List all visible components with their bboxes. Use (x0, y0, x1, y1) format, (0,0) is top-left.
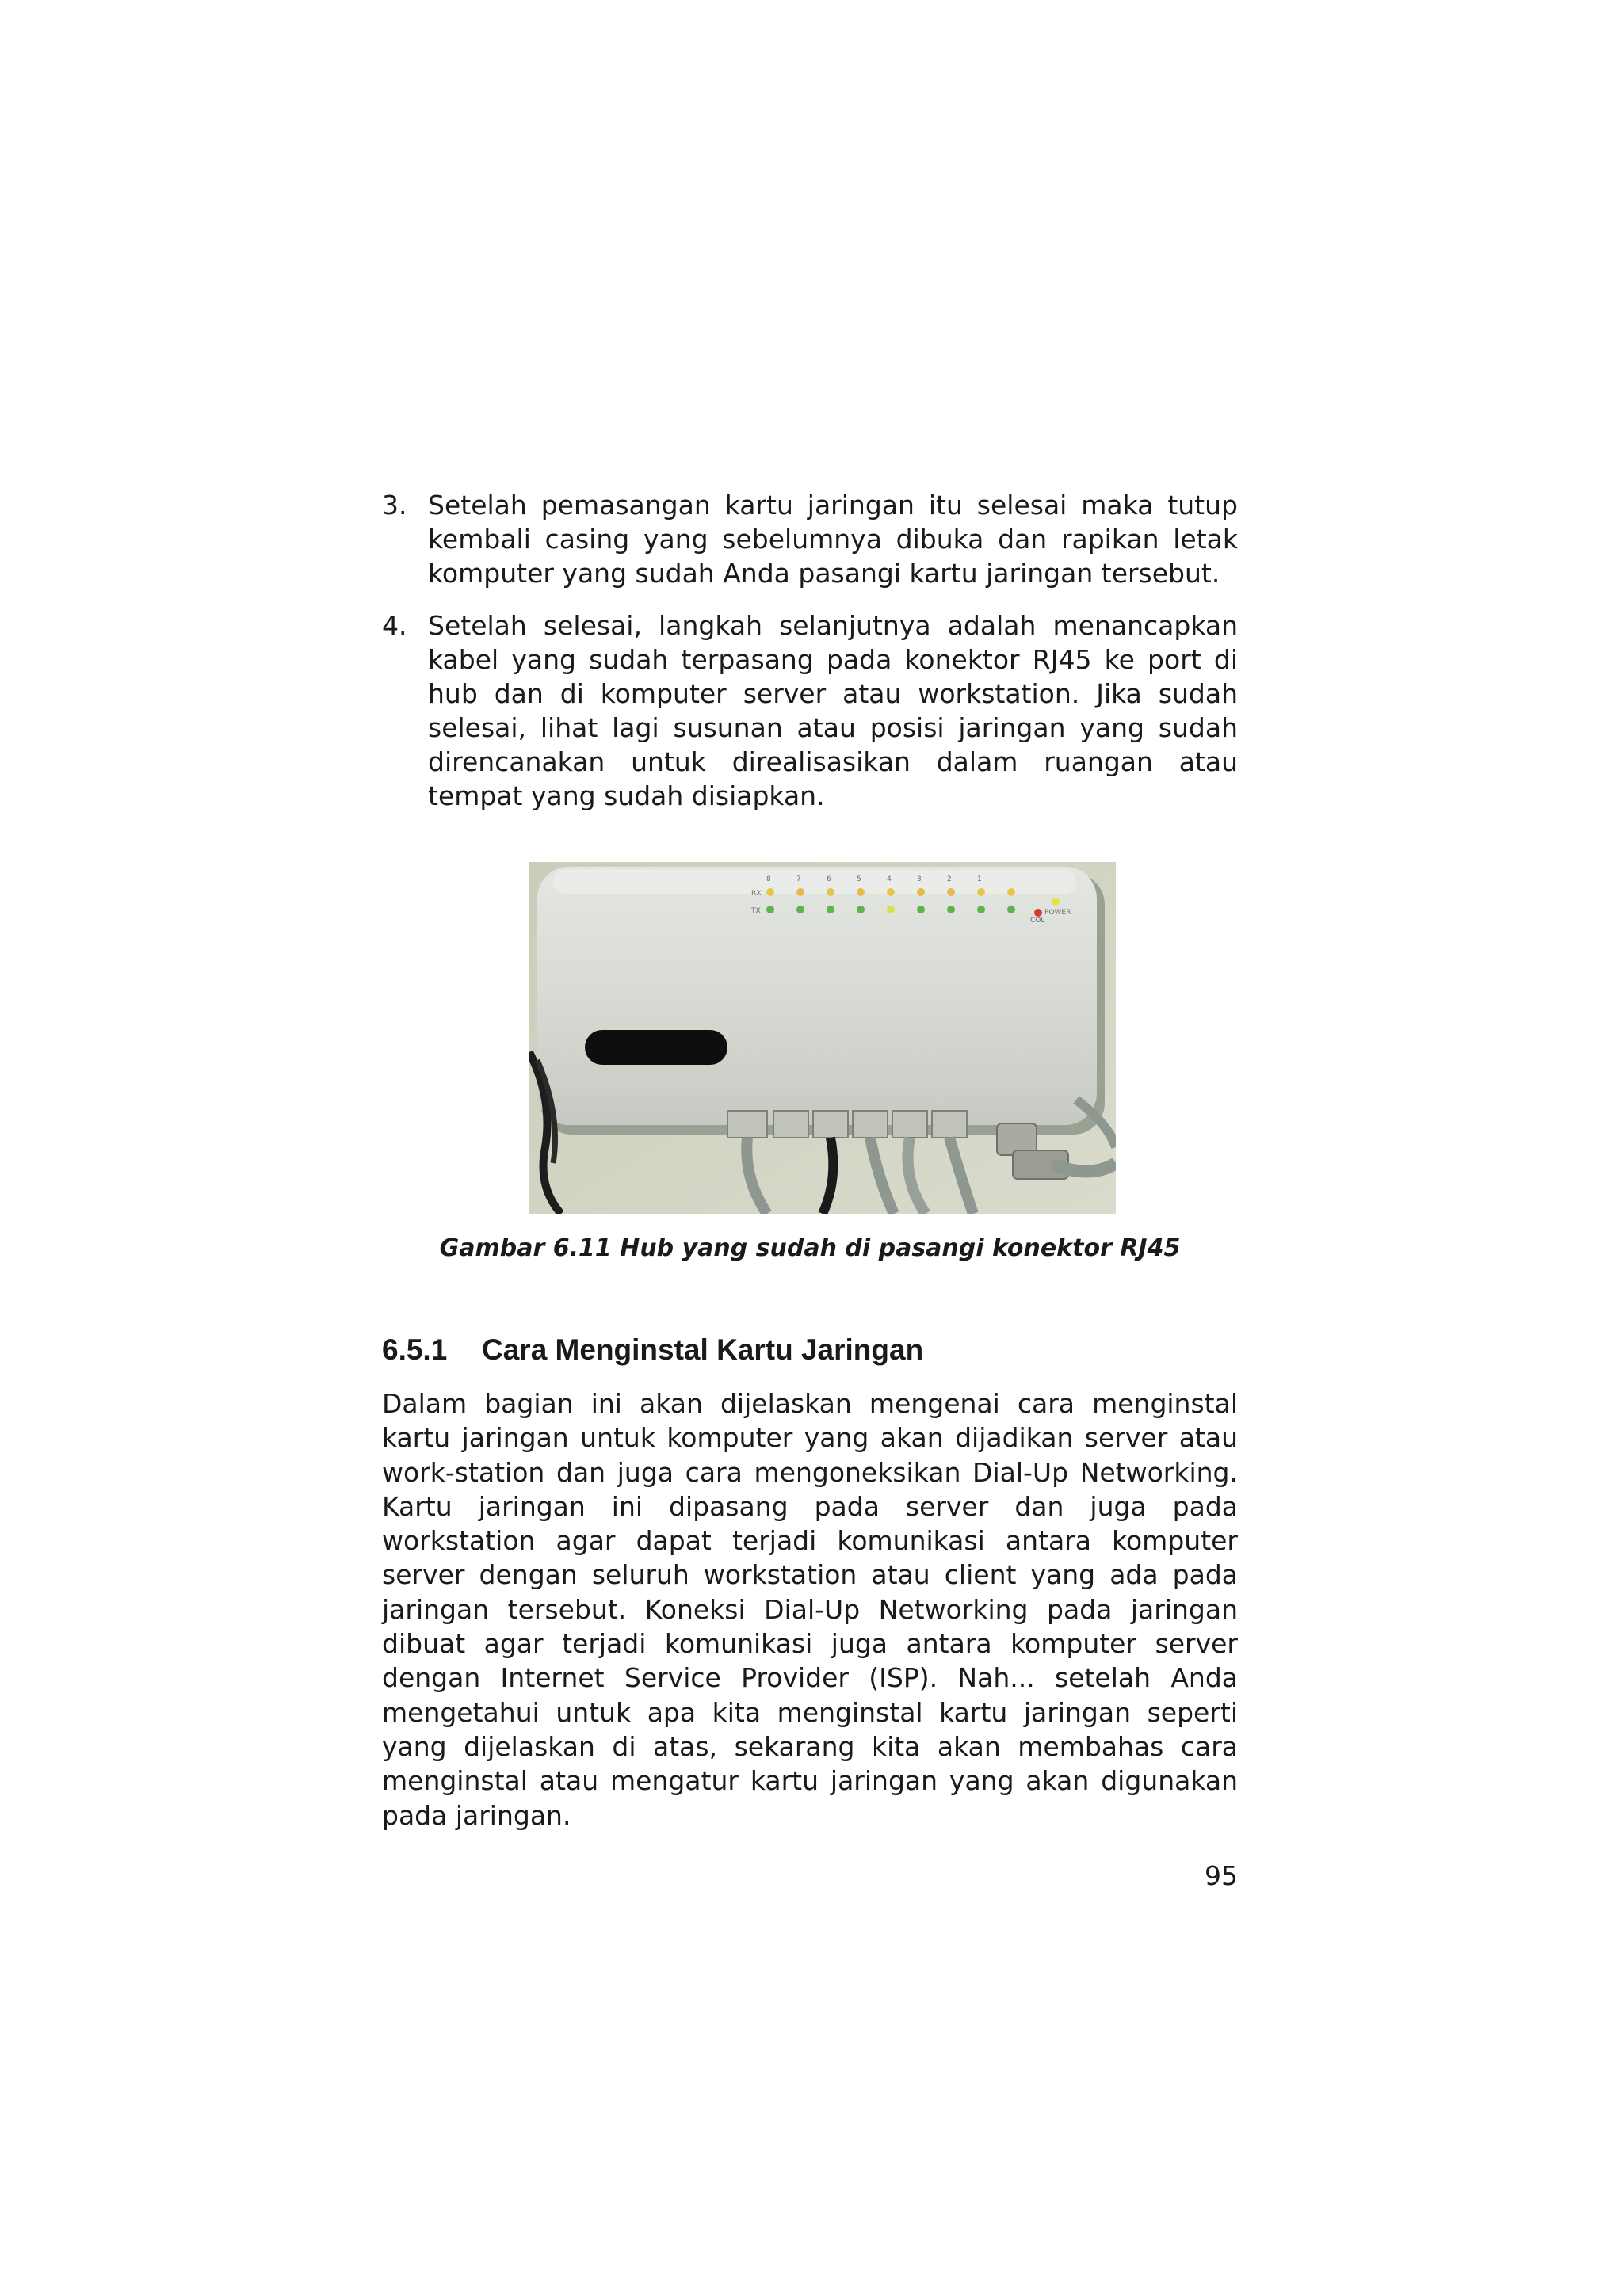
list-number: 4. (382, 610, 407, 641)
section-heading (382, 1333, 1238, 1367)
led-icon (887, 888, 895, 896)
redacted-logo (585, 1030, 727, 1065)
led-icon (827, 888, 834, 896)
led-icon (887, 906, 895, 913)
rj45-port (773, 1111, 808, 1138)
list-item-3 (382, 488, 1238, 590)
led-icon (1007, 906, 1015, 913)
section-title: Cara Menginstal Kartu Jaringan (482, 1333, 924, 1366)
led-icon (796, 906, 804, 913)
port-label-6: 6 (827, 875, 831, 883)
port-label-1: 1 (977, 875, 982, 883)
col-label: COL (1030, 917, 1045, 925)
led-icon (766, 888, 774, 896)
led-icon (766, 906, 774, 913)
led-icon (947, 888, 955, 896)
led-icon (796, 888, 804, 896)
rj45-port (853, 1111, 888, 1138)
col-led-icon (1034, 909, 1042, 917)
page-number: 95 (1205, 1860, 1238, 1891)
figure-caption: Gambar 6.11 Hub yang sudah di pasangi konektor RJ45 (439, 1234, 1181, 1262)
rj45-port (892, 1111, 927, 1138)
port-label-4: 4 (887, 875, 892, 883)
led-icon (977, 888, 985, 896)
power-led-icon (1052, 898, 1060, 906)
list-text: Setelah selesai, langkah selanjutnya adalah menancapkan kabel yang sudah terpasang pada konektor RJ45 ke port di hub dan di komputer server atau workstation. Jika sudah selesai, lihat lagi susunan atau posisi jaringan yang sudah direncanakan untuk direalisasikan dalam ruangan atau tempat yang sudah disiapkan. (428, 610, 1238, 811)
rx-label: RX (751, 890, 762, 898)
section-number: 6.5.1 (382, 1333, 448, 1366)
port-label-2: 2 (947, 875, 952, 883)
port-label-5: 5 (857, 875, 861, 883)
led-icon (827, 906, 834, 913)
port-label-8: 8 (766, 875, 771, 883)
led-icon (917, 888, 925, 896)
led-icon (1007, 888, 1015, 896)
led-icon (947, 906, 955, 913)
power-label: POWER (1044, 909, 1071, 917)
list-text: Setelah pemasangan kartu jaringan itu selesai maka tutup kembali casing yang sebelumnya dibuka dan rapikan letak komputer yang sudah Anda pasangi kartu jaringan tersebut. (428, 490, 1238, 589)
rj45-port (813, 1111, 848, 1138)
led-icon (977, 906, 985, 913)
port-label-3: 3 (917, 875, 922, 883)
list-number: 3. (382, 490, 407, 521)
led-icon (857, 906, 865, 913)
rj45-port (932, 1111, 967, 1138)
tx-label: TX (751, 907, 761, 915)
port-label-7: 7 (796, 875, 801, 883)
hub-photo (529, 862, 1116, 1214)
led-icon (917, 906, 925, 913)
body-paragraph: Dalam bagian ini akan dijelaskan mengenai cara menginstal kartu jaringan untuk komputer yang akan dijadikan server atau work-station dan juga cara mengoneksikan Dial-Up Networking. Kartu jaringan ini dipasang pada server dan juga pada workstation agar dapat terjadi komunikasi antara komputer server dengan seluruh workstation atau client yang ada pada jaringan tersebut. Koneksi Dial-Up Networking pada jaringan dibuat agar terjadi komunikasi juga antara komputer server dengan Internet Service Provider (ISP). Nah... setelah Anda mengetahui untuk apa kita menginstal kartu jaringan seperti yang dijelaskan di atas, sekarang kita akan membahas cara menginstal atau mengatur kartu jaringan yang akan digunakan pada jaringan. (382, 1388, 1238, 1831)
rj45-port (727, 1111, 767, 1138)
list-item-4 (382, 608, 1238, 813)
led-icon (857, 888, 865, 896)
